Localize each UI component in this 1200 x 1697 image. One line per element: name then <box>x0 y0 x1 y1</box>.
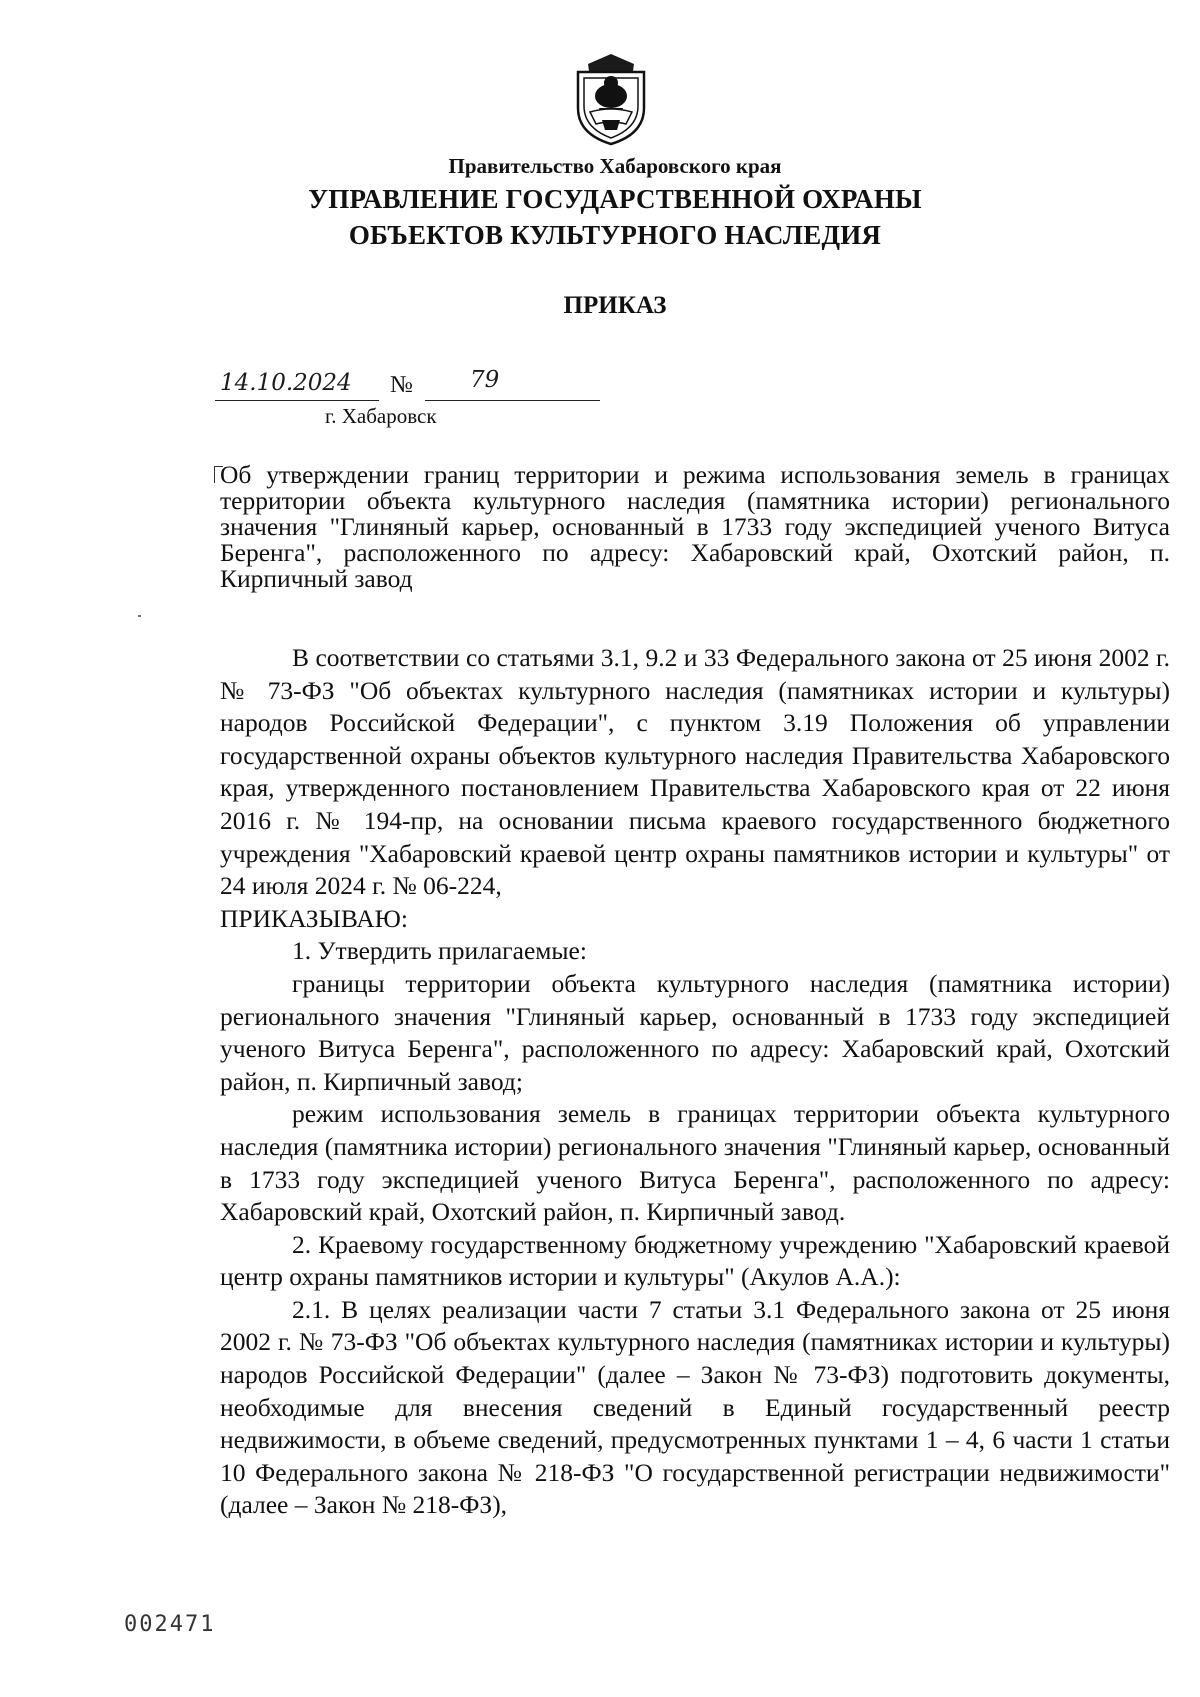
paragraph-1: 1. Утвердить прилагаемые: <box>292 936 587 966</box>
order-subject: Об утверждении границ территории и режима использования земель в границах территории объекта культурного наследия (памятника истории) регионального значения "Глиняный карьер, основанный в 1733 году экспедицией ученого Витуса Беренга", расположенного по адресу: Хабаровский край, Охотский район, п. Кирпичный завод <box>220 460 1170 593</box>
number-underline <box>425 400 600 401</box>
order-number: 79 <box>470 367 500 393</box>
department-name-line-1: УПРАВЛЕНИЕ ГОСУДАРСТВЕННОЙ ОХРАНЫ <box>308 184 922 214</box>
paragraph-2-1: 2.1. В целях реализации части 7 статьи 3.1 Федерального закона от 25 июня 2002 г. № 73-ФЗ "Об объектах культурного наследия (памятниках истории и культуры) народов Российской Федерации" (далее – Закон № 73-ФЗ) подготовить документы, необходимые для внесения сведений в Единый государственный реестр недвижимости, в объеме сведений, предусмотренных пунктами 1 – 4, 6 части 1 статьи 10 Федерального закона № 218-ФЗ "О государственной регистрации недвижимости" (далее – Закон № 218-ФЗ), <box>220 1294 1170 1520</box>
paragraph-1-boundaries: границы территории объекта культурного наследия (памятника истории) регионального значения "Глиняный карьер, основанный в 1733 году экспедицией ученого Витуса Беренга", расположенного по адресу: Хабаровский край, Охотский район, п. Кирпичный завод; <box>220 968 1170 1096</box>
department-name-line-2: ОБЪЕКТОВ КУЛЬТУРНОГО НАСЛЕДИЯ <box>348 220 882 250</box>
order-word: ПРИКАЗЫВАЮ: <box>220 903 408 933</box>
document-type-title: ПРИКАЗ <box>563 292 667 319</box>
date-underline <box>215 400 379 401</box>
paragraph-1-land-use-regime: режим использования земель в границах территории объекта культурного наследия (памятника истории) регионального значения "Глиняный карьер, основанный в 1733 году экспедицией ученого Витуса Беренга", расположенного по адресу: Хабаровский край, Охотский район, п. Кирпичный завод. <box>220 1099 1170 1227</box>
order-date: 14.10.2024 <box>220 370 352 396</box>
khabarovsk-coat-of-arms-icon <box>568 50 654 148</box>
number-sign: № <box>390 372 413 398</box>
document-serial-number: 002471 <box>124 1612 216 1637</box>
order-body <box>220 642 1170 1522</box>
order-city: г. Хабаровск <box>325 404 437 428</box>
margin-dot <box>138 615 141 617</box>
preamble-paragraph: В соответствии со статьями 3.1, 9.2 и 33 Федерального закона от 25 июня 2002 г. № 73-ФЗ "Об объектах культурного наследия (памятниках истории и культуры) народов Российской Федерации", с пунктом 3.19 Положения об управлении государственной охраны объектов культурного наследия Правительства Хабаровского края, утвержденного постановлением Правительства Хабаровского края от 22 июня 2016 г. № 194-пр, на основании письма краевого государственного бюджетного учреждения "Хабаровский краевой центр охраны памятников истории и культуры" от 24 июля 2024 г. № 06-224, <box>220 643 1170 901</box>
paragraph-2: 2. Краевому государственному бюджетному учреждению "Хабаровский краевой центр охраны памятников истории и культуры" (Акулов А.А.): <box>220 1229 1170 1292</box>
government-name: Правительство Хабаровского края <box>448 154 782 178</box>
